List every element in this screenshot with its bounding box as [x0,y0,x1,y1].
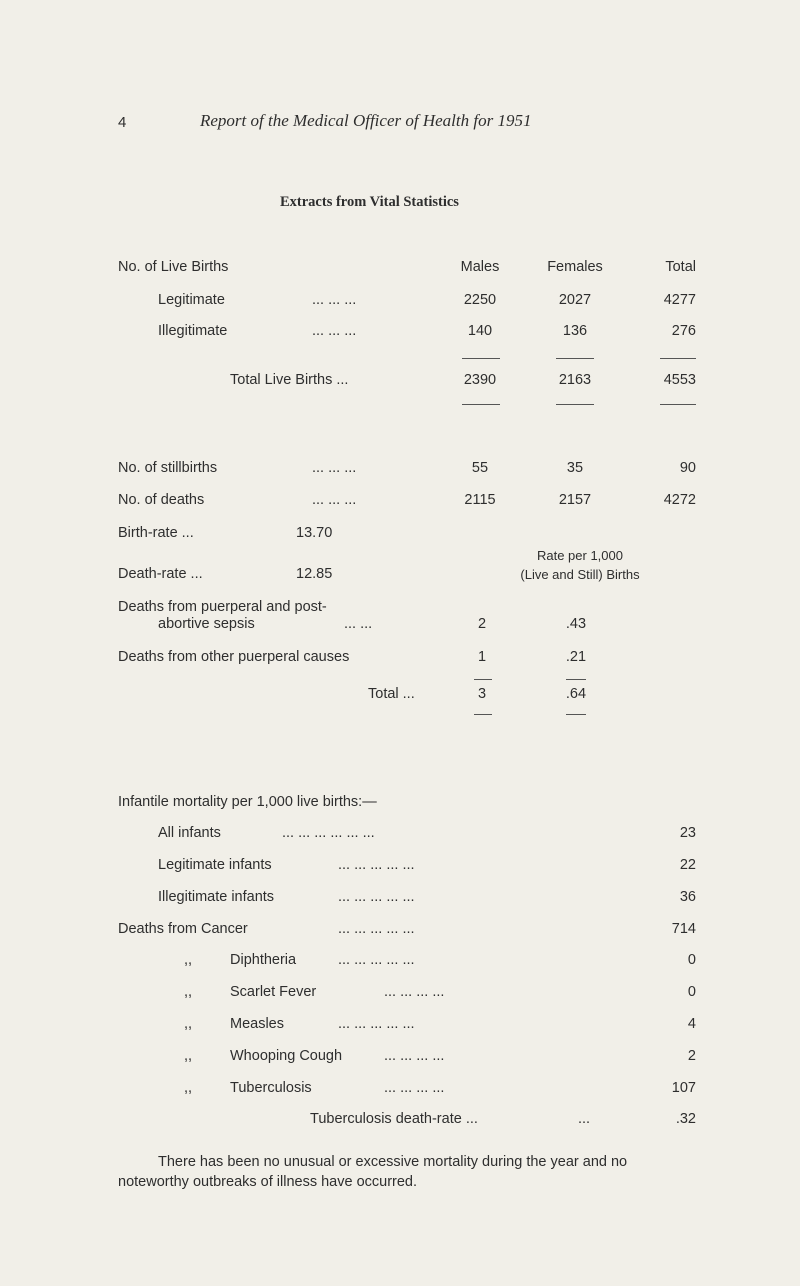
other-puerperal-label: Deaths from other puerperal causes [118,649,350,665]
sum-rule [660,404,696,405]
males-value: 55 [471,460,489,476]
sum-rule [660,358,696,359]
total-value: 4553 [663,372,696,388]
males-value: 2390 [463,372,497,388]
sum-rule [474,679,492,680]
death-rate-label: Death-rate ... [118,566,203,582]
total-value: 90 [679,460,696,476]
infant-value: 36 [679,889,696,905]
row-label-legitimate: Legitimate [158,292,225,308]
infantile-heading: Infantile mortality per 1,000 live births:— [118,794,377,810]
dot-leader: ... ... [344,616,373,632]
infant-value: 23 [679,825,696,841]
dot-leader: ... ... ... ... ... [338,952,415,968]
males-value: 2115 [464,492,496,508]
other-puerperal-count: 1 [477,649,487,665]
sum-rule [566,714,586,715]
puerperal-sepsis-label: Deaths from puerperal and post- [118,599,327,615]
other-puerperal-rate: .21 [565,649,587,665]
sum-rule [556,404,594,405]
dot-leader: ... ... ... ... ... ... [282,825,375,841]
puerperal-total-rate: .64 [565,686,587,702]
dot-leader: ... ... ... ... ... [338,921,415,937]
column-header-males: Males [460,259,500,275]
sum-rule [474,714,492,715]
sepsis-rate: .43 [565,616,587,632]
column-header-females: Females [547,259,603,275]
ditto-mark: ,, [184,1080,193,1096]
puerperal-total-count: 3 [477,686,487,702]
cause-value: 2 [687,1048,696,1064]
puerperal-sepsis-label-cont: abortive sepsis [158,616,255,632]
sum-rule [462,358,500,359]
dot-leader: ... ... ... ... ... [338,857,415,873]
page-number: 4 [118,114,127,131]
cause-label: Whooping Cough [230,1048,343,1064]
sum-rule [462,404,500,405]
infant-label: All infants [158,825,221,841]
column-header-total: Total [665,259,696,275]
males-value: 140 [467,323,493,339]
birth-rate-label: Birth-rate ... [118,525,194,541]
births-heading: No. of Live Births [118,259,229,275]
deaths-label: No. of deaths [118,492,205,508]
ditto-mark: ,, [184,1016,193,1032]
total-value: 4272 [663,492,696,508]
dot-leader: ... ... ... [312,460,357,476]
cause-value: 0 [687,952,696,968]
dot-leader: ... ... ... ... ... [338,889,415,905]
ditto-mark: ,, [184,984,193,1000]
rate-note-line1: Rate per 1,000 [536,548,623,563]
dot-leader: ... ... ... ... [384,1048,445,1064]
sum-rule [556,358,594,359]
cancer-value: 714 [671,921,696,937]
cause-value: 4 [687,1016,696,1032]
sum-rule [566,679,586,680]
cause-value: 107 [671,1080,696,1096]
males-value: 2250 [463,292,497,308]
total-value: 4277 [663,292,696,308]
females-value: 2027 [558,292,592,308]
cause-value: 0 [687,984,696,1000]
row-label-illegitimate: Illegitimate [158,323,228,339]
dot-leader: ... ... ... [312,292,357,308]
running-title: Report of the Medical Officer of Health for 1951 [200,111,532,130]
closing-paragraph: There has been no unusual or excessive mortality during the year and no noteworthy outbreaks of illness have occurred. [118,1154,628,1190]
rate-note-line2: (Live and Still) Births [520,567,640,582]
total-live-births-label: Total Live Births ... [230,372,349,388]
total-value: 276 [671,323,696,339]
females-value: 2163 [558,372,592,388]
tb-rate-value: .32 [675,1111,696,1127]
ditto-mark: ,, [184,952,193,968]
cause-label: Tuberculosis [230,1080,312,1096]
cancer-label: Deaths from Cancer [118,921,248,937]
dot-leader: ... [578,1111,591,1127]
cause-label: Measles [230,1016,284,1032]
females-value: 2157 [558,492,592,508]
birth-rate-value: 13.70 [296,525,333,541]
females-value: 136 [562,323,588,339]
cause-label: Scarlet Fever [230,984,317,1000]
dot-leader: ... ... ... ... [384,984,445,1000]
dot-leader: ... ... ... [312,323,357,339]
ditto-mark: ,, [184,1048,193,1064]
infant-value: 22 [679,857,696,873]
stillbirths-label: No. of stillbirths [118,460,218,476]
infant-label: Illegitimate infants [158,889,275,905]
tb-rate-label: Tuberculosis death-rate ... [310,1111,478,1127]
death-rate-value: 12.85 [296,566,333,582]
sepsis-count: 2 [477,616,487,632]
infant-label: Legitimate infants [158,857,272,873]
females-value: 35 [566,460,584,476]
puerperal-total-label: Total ... [368,686,415,702]
cause-label: Diphtheria [230,952,297,968]
page-title: Extracts from Vital Statistics [280,194,459,210]
dot-leader: ... ... ... ... ... [338,1016,415,1032]
dot-leader: ... ... ... ... [384,1080,445,1096]
dot-leader: ... ... ... [312,492,357,508]
